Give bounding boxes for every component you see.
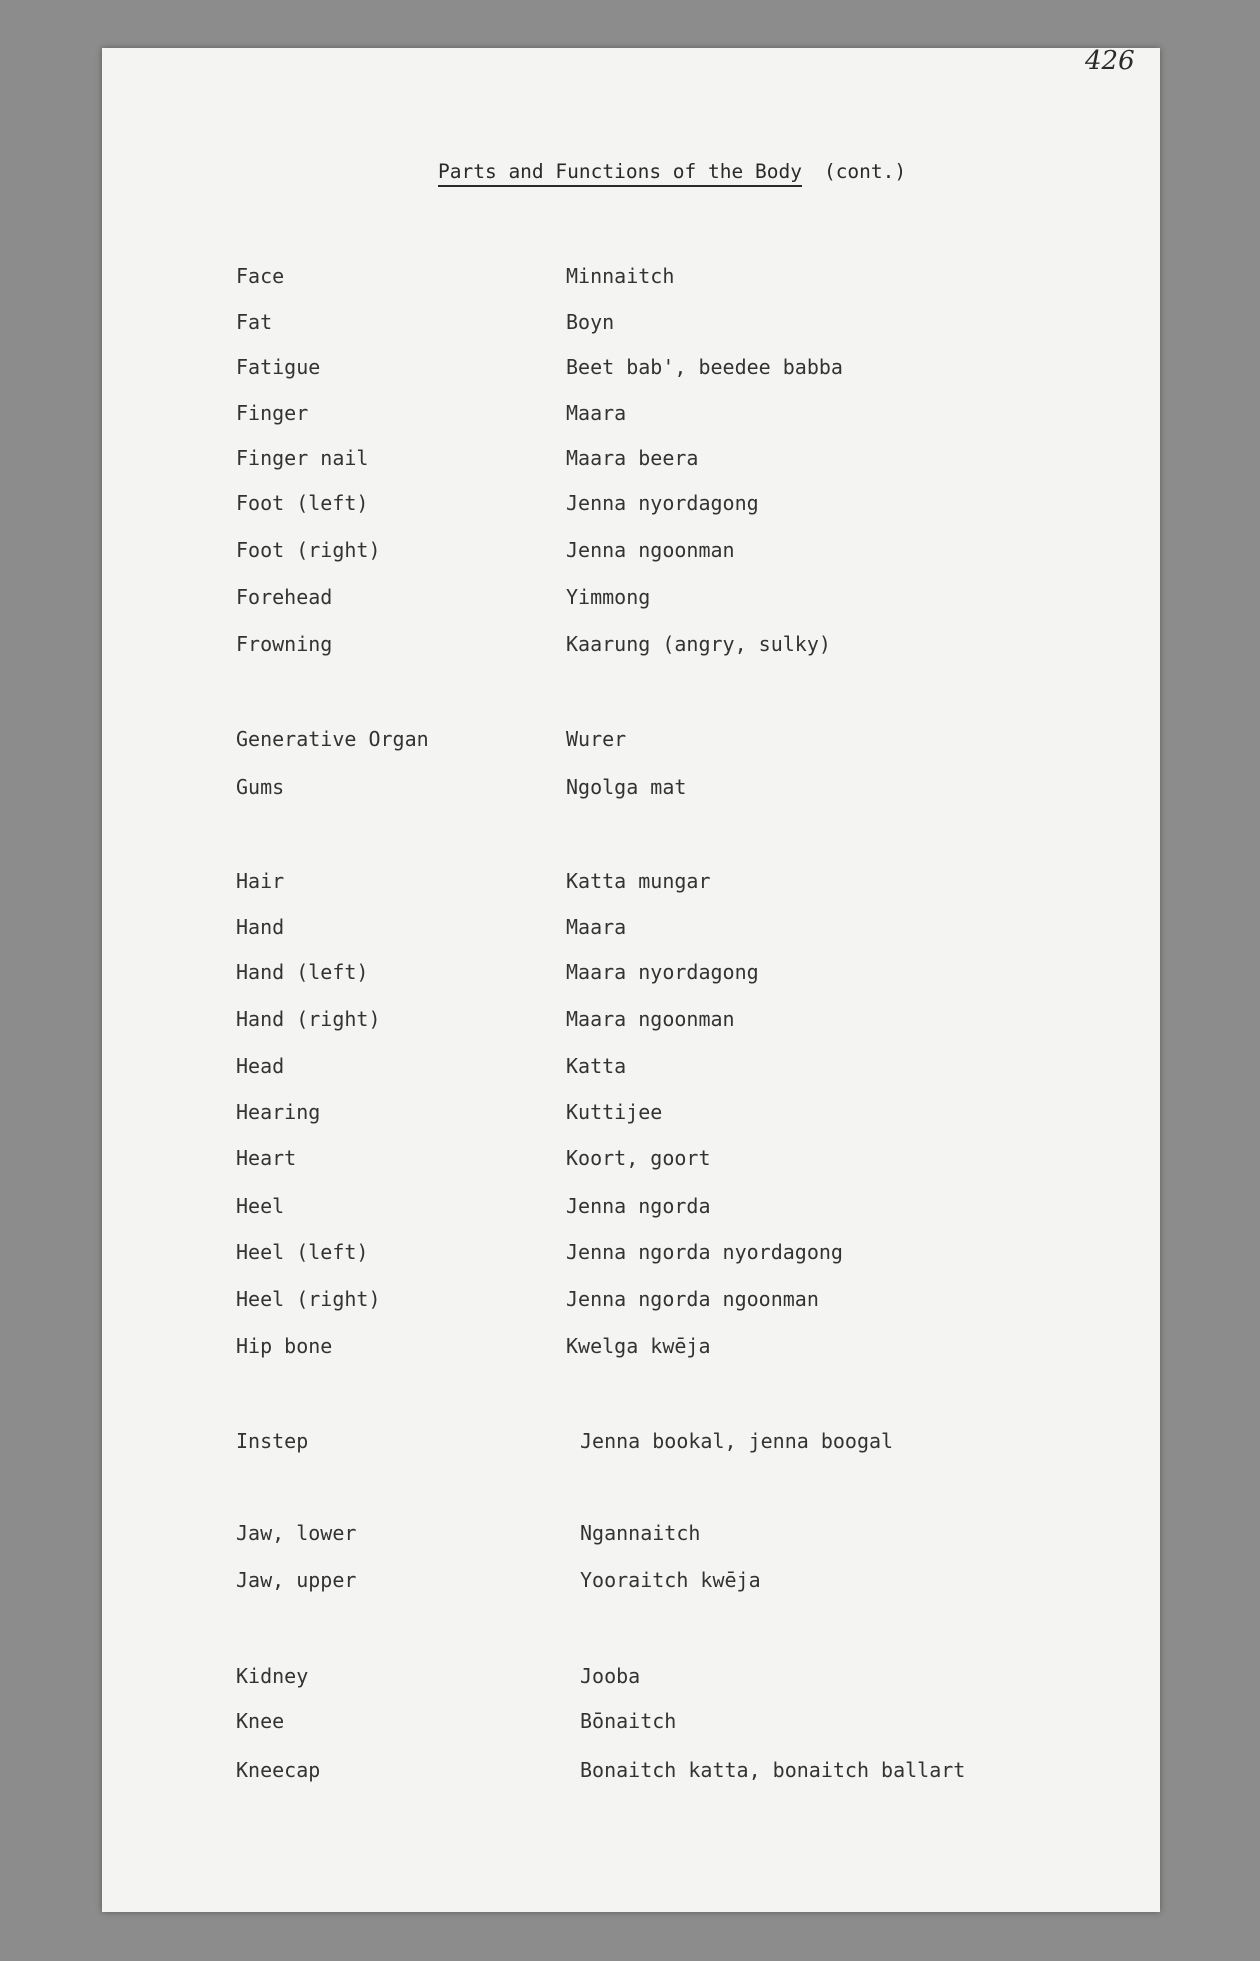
entry-row [0,401,1260,435]
entry-term: Finger nail [236,446,369,470]
entry-row [0,1334,1260,1368]
entry-gloss: Yimmong [566,585,651,609]
entry-gloss: Boyn [566,310,615,334]
entry-row [0,1007,1260,1041]
entry-term: Heel (right) [236,1287,381,1311]
entry-row [0,585,1260,619]
entry-gloss: Wurer [566,727,627,751]
entry-term: Fat [236,310,273,334]
entry-row [0,355,1260,389]
entry-gloss: Katta mungar [566,869,711,893]
entry-row [0,310,1260,344]
entry-gloss: Bonaitch katta, bonaitch ballart [580,1758,966,1782]
entry-gloss: Kwelga kwēja [566,1334,711,1358]
entry-gloss: Katta [566,1054,627,1078]
entry-gloss: Maara ngoonman [566,1007,735,1031]
entry-row [0,538,1260,572]
entry-term: Hearing [236,1100,321,1124]
entry-term: Gums [236,775,285,799]
entry-term: Forehead [236,585,333,609]
entry-gloss: Kaarung (angry, sulky) [566,632,831,656]
entry-term: Hip bone [236,1334,333,1358]
entry-term: Instep [236,1429,309,1453]
entry-gloss: Maara [566,401,627,425]
entry-term: Head [236,1054,285,1078]
entry-gloss: Jenna nyordagong [566,491,759,515]
entry-gloss: Yooraitch kwēja [580,1568,761,1592]
entry-gloss: Jooba [580,1664,641,1688]
entry-term: Heel [236,1194,285,1218]
entry-gloss: Jenna ngorda [566,1194,711,1218]
entry-row [0,869,1260,903]
entry-term: Hand (left) [236,960,369,984]
page-number: 426 [1085,46,1135,76]
entry-row [0,1287,1260,1321]
entry-row [0,727,1260,761]
entry-term: Hand [236,915,285,939]
entry-row [0,960,1260,994]
entry-term: Kneecap [236,1758,321,1782]
entry-row [0,1240,1260,1274]
entry-row [0,1664,1260,1698]
entry-row [0,1758,1260,1792]
entry-row [0,632,1260,666]
entry-row [0,1100,1260,1134]
entry-row [0,446,1260,480]
entry-gloss: Beet bab', beedee babba [566,355,843,379]
entry-gloss: Maara beera [566,446,699,470]
entry-gloss: Jenna bookal, jenna boogal [580,1429,894,1453]
entry-term: Jaw, upper [236,1568,357,1592]
entry-term: Fatigue [236,355,321,379]
entry-row [0,775,1260,809]
entry-term: Foot (left) [236,491,369,515]
entry-term: Finger [236,401,309,425]
entry-term: Jaw, lower [236,1521,357,1545]
entry-gloss: Minnaitch [566,264,675,288]
entry-gloss: Maara [566,915,627,939]
entry-term: Face [236,264,285,288]
entry-gloss: Jenna ngorda nyordagong [566,1240,843,1264]
entry-gloss: Koort, goort [566,1146,711,1170]
entry-gloss: Jenna ngoonman [566,538,735,562]
entry-term: Heart [236,1146,297,1170]
entry-gloss: Maara nyordagong [566,960,759,984]
entry-gloss: Jenna ngorda ngoonman [566,1287,819,1311]
entry-term: Kidney [236,1664,309,1688]
entry-term: Generative Organ [236,727,429,751]
entry-term: Knee [236,1709,285,1733]
entry-gloss: Ngannaitch [580,1521,701,1545]
entry-row [0,1568,1260,1602]
entry-row [0,1521,1260,1555]
entry-row [0,1429,1260,1463]
entry-row [0,491,1260,525]
entry-row [0,1146,1260,1180]
entry-term: Foot (right) [236,538,381,562]
entry-term: Frowning [236,632,333,656]
entry-row [0,1709,1260,1743]
entry-row [0,264,1260,298]
entry-row [0,1054,1260,1088]
entry-gloss: Ngolga mat [566,775,687,799]
entry-term: Heel (left) [236,1240,369,1264]
entry-row [0,1194,1260,1228]
title-text: Parts and Functions of the Body [438,160,802,187]
entry-term: Hand (right) [236,1007,381,1031]
entry-row [0,915,1260,949]
entry-gloss: Kuttijee [566,1100,663,1124]
entry-term: Hair [236,869,285,893]
entry-gloss: Bōnaitch [580,1709,677,1733]
page-title [438,160,906,183]
title-suffix: (cont.) [823,160,907,183]
